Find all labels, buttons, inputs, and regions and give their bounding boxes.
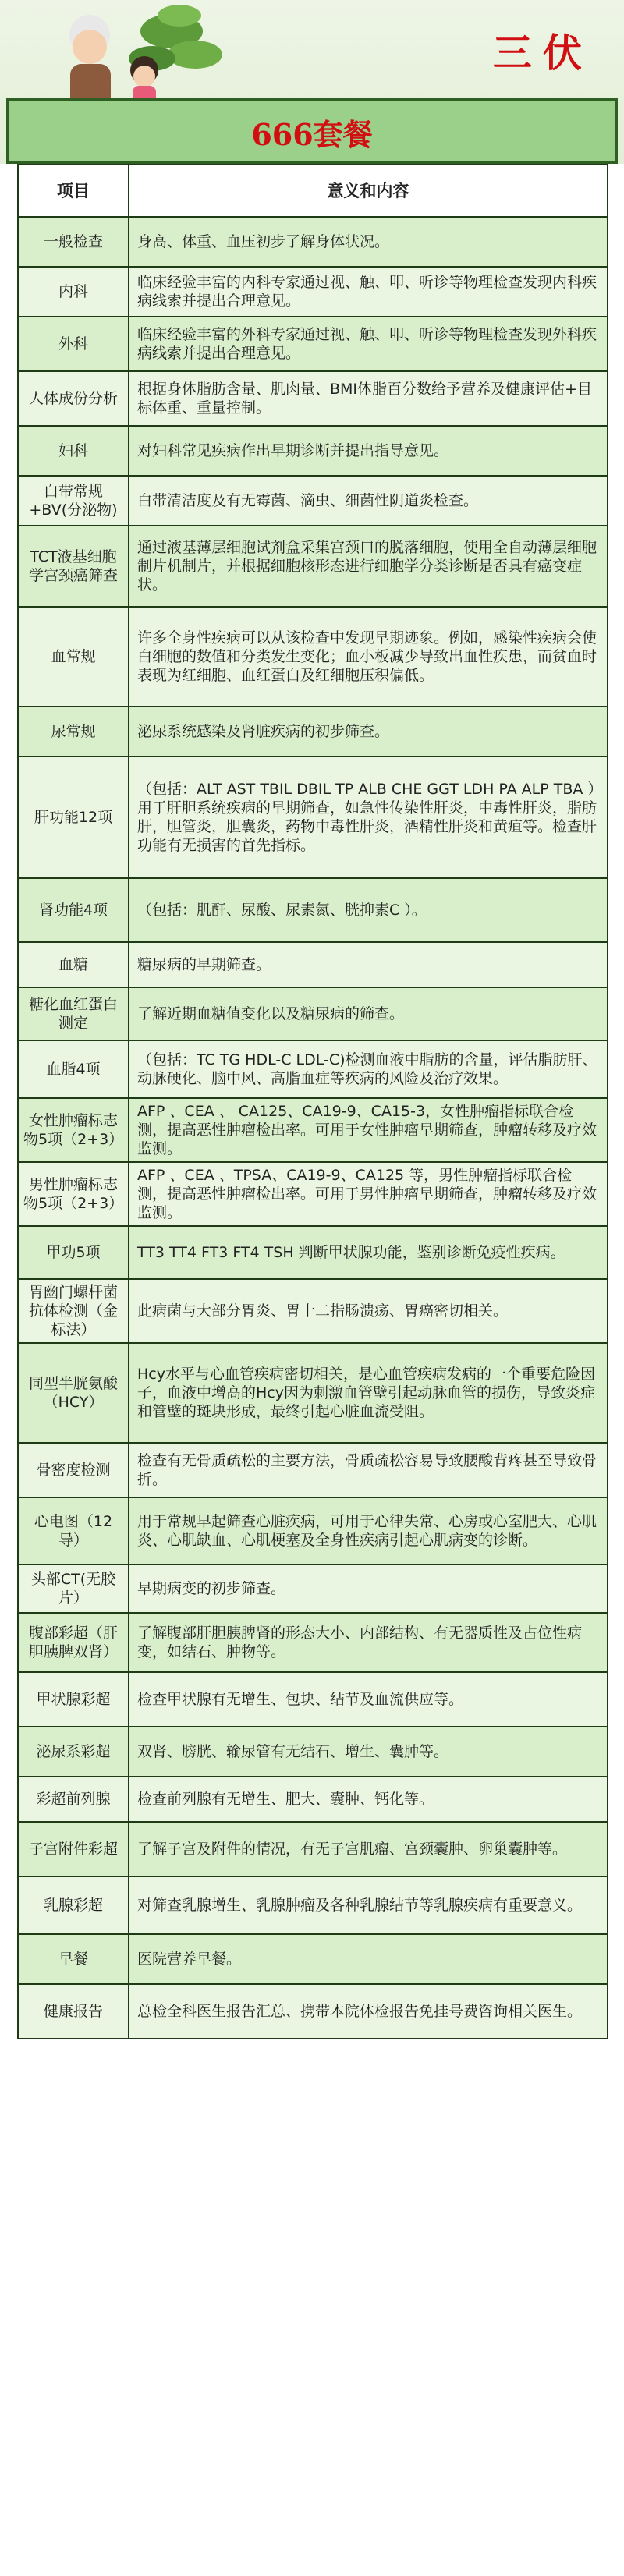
table-row (19, 268, 607, 317)
exam-item-name: 糖化血红蛋白测定 (19, 988, 129, 1040)
exam-item-name: 一般检查 (19, 218, 129, 266)
exam-item-name: 乳腺彩超 (19, 1877, 129, 1933)
exam-item-description: 对妇科常见疾病作出早期诊断并提出指导意见。 (137, 442, 449, 459)
table-row (19, 608, 607, 707)
exam-item-name: 男性肿瘤标志物5项（2+3） (19, 1163, 129, 1225)
table-row (19, 218, 607, 268)
exam-item-name: 骨密度检测 (19, 1444, 129, 1497)
table-row (19, 1985, 607, 2038)
exam-item-name: 血脂4项 (19, 1041, 129, 1097)
exam-item-name: 早餐 (19, 1935, 129, 1983)
exam-item-name: 女性肿瘤标志物5项（2+3） (19, 1099, 129, 1161)
table-row (19, 988, 607, 1041)
table-row (19, 1099, 607, 1163)
exam-item-name: 尿常规 (19, 707, 129, 756)
table-row (19, 943, 607, 988)
exam-item-description: 早期病变的初步筛查。 (137, 1580, 286, 1597)
exam-item-description: 临床经验丰富的外科专家通过视、触、叩、听诊等物理检查发现外科疾病线索并提出合理意见。 (137, 326, 597, 362)
table-row (19, 1227, 607, 1280)
exam-item-name: 泌尿系彩超 (19, 1727, 129, 1776)
exam-item-name: 妇科 (19, 427, 129, 475)
exam-item-description: 身高、体重、血压初步了解身体状况。 (137, 233, 390, 250)
season-title: 三伏 (493, 30, 593, 76)
exam-item-name: 腹部彩超（肝胆胰脾双肾） (19, 1614, 129, 1671)
exam-item-description: 检查有无骨质疏松的主要方法，骨质疏松容易导致腰酸背疼甚至导致骨折。 (137, 1452, 597, 1488)
exam-item-description: AFP 、CEA 、 CA125、CA19-9、CA15-3，女性肿瘤指标联合检测，提高恶性肿瘤检出率。可用于女性肿瘤早期筛查，肿瘤转移及疗效监测。 (137, 1103, 597, 1157)
table-row (19, 1498, 607, 1565)
table-row (19, 1614, 607, 1673)
exam-item-description: 了解腹部肝胆胰脾肾的形态大小、内部结构、有无器质性及占位性病变，如结石、肿物等。 (137, 1625, 583, 1660)
header (0, 0, 624, 164)
exam-item-name: 同型半胱氨酸（HCY） (19, 1344, 129, 1442)
exam-item-name: 甲状腺彩超 (19, 1673, 129, 1726)
exam-item-name: 彩超前列腺 (19, 1777, 129, 1821)
exam-item-name: 内科 (19, 268, 129, 316)
exam-item-description: 临床经验丰富的内科专家通过视、触、叩、听诊等物理检查发现内科疾病线索并提出合理意见。 (137, 274, 597, 310)
exam-item-name: 肾功能4项 (19, 879, 129, 941)
table-row (19, 1823, 607, 1877)
column-header-item: 项目 (19, 165, 129, 216)
exam-item-description: 许多全身性疾病可以从该检查中发现早期迹象。例如，感染性疾病会使白细胞的数值和分类发生变化；血小板减少导致出血性疾患，而贫血时表现为红细胞、血红蛋白及红细胞压积偏低。 (137, 629, 597, 684)
exam-item-name: 外科 (19, 317, 129, 370)
table-row (19, 879, 607, 943)
exam-item-name: 血糖 (19, 943, 129, 987)
exam-item-description: 了解近期血糖值变化以及糖尿病的筛查。 (137, 1005, 405, 1022)
table-row (19, 1935, 607, 1985)
exam-item-description: 用于常规早起筛查心脏疾病，可用于心律失常、心房或心室肥大、心肌炎、心肌缺血、心肌梗塞及全身性疾病引起心肌病变的诊断。 (137, 1513, 597, 1549)
exam-item-description: 根据身体脂肪含量、肌肉量、BMI体脂百分数给予营养及健康评估+目标体重、重量控制。 (137, 381, 592, 416)
table-row (19, 707, 607, 757)
exam-item-description: （包括：TC TG HDL-C LDL-C)检测血液中脂肪的含量，评估脂肪肝、动脉硬化、脑中风、高脂血症等疾病的风险及治疗效果。 (137, 1051, 597, 1087)
exam-item-name: 肝功能12项 (19, 757, 129, 877)
table-row (19, 317, 607, 372)
exam-item-description: 双肾、膀胱、输尿管有无结石、增生、囊肿等。 (137, 1743, 449, 1760)
package-banner (0, 86, 624, 164)
exam-item-name: 人体成份分析 (19, 372, 129, 425)
exam-item-description: Hcy水平与心血管疾病密切相关，是心血管疾病发病的一个重要危险因子，血液中增高的Hcy因为刺激血管壁引起动脉血管的损伤，导致炎症和管壁的斑块形成，最终引起心脏血流受阻。 (137, 1366, 595, 1420)
exam-item-name: 子宫附件彩超 (19, 1823, 129, 1876)
exam-item-name: 头部CT(无胶片） (19, 1565, 129, 1612)
exam-item-name: 胃幽门螺杆菌抗体检测（金标法） (19, 1280, 129, 1342)
exam-item-description: （包括：肌酐、尿酸、尿素氮、胱抑素C ）。 (137, 902, 427, 919)
table-row (19, 1673, 607, 1727)
exam-item-name: TCT液基细胞学宫颈癌筛查 (19, 526, 129, 606)
exam-item-description: 泌尿系统感染及肾脏疾病的初步筛查。 (137, 723, 390, 740)
table-row (19, 427, 607, 477)
table-row (19, 1877, 607, 1935)
exam-item-name: 健康报告 (19, 1985, 129, 2038)
table-row (19, 372, 607, 427)
exam-item-description: 白带清洁度及有无霉菌、滴虫、细菌性阴道炎检查。 (137, 492, 479, 509)
exam-item-description: 了解子宫及附件的情况，有无子宫肌瘤、宫颈囊肿、卵巢囊肿等。 (137, 1841, 568, 1858)
table-row (19, 757, 607, 879)
exam-item-description: （包括：ALT AST TBIL DBIL TP ALB CHE GGT LDH PA ALP TBA ）用于肝胆系统疾病的早期筛查，如急性传染性肝炎，中毒性肝炎，脂肪肝，胆管炎，胆囊炎，药物中毒性肝炎，酒精性肝炎和黄疸等。检查肝功能有无损害的首先指标。 (137, 781, 597, 854)
exam-item-description: 总检全科医生报告汇总、携带本院体检报告免挂号费咨询相关医生。 (137, 2003, 583, 2020)
table-row (19, 1565, 607, 1614)
table-row (19, 1727, 607, 1777)
exam-item-description: 检查前列腺有无增生、肥大、囊肿、钙化等。 (137, 1791, 434, 1808)
exam-item-description: 糖尿病的早期筛查。 (137, 956, 271, 973)
package-title: 666套餐 (251, 117, 373, 152)
table-row (19, 526, 607, 608)
table-header-row (19, 165, 607, 218)
exam-item-name: 血常规 (19, 608, 129, 706)
exam-table (17, 164, 608, 2039)
exam-item-description: 对筛查乳腺增生、乳腺肿瘤及各种乳腺结节等乳腺疾病有重要意义。 (137, 1897, 583, 1914)
table-row (19, 477, 607, 526)
exam-item-description: 检查甲状腺有无增生、包块、结节及血流供应等。 (137, 1691, 464, 1708)
table-row (19, 1777, 607, 1823)
table-row (19, 1344, 607, 1444)
exam-item-name: 白带常规+BV(分泌物) (19, 477, 129, 525)
table-row (19, 1163, 607, 1227)
table-row (19, 1280, 607, 1344)
table-row (19, 1041, 607, 1099)
column-header-desc: 意义和内容 (327, 181, 410, 200)
exam-item-description: 此病菌与大部分胃炎、胃十二指肠溃疡、胃癌密切相关。 (137, 1302, 509, 1320)
exam-item-description: 医院营养早餐。 (137, 1951, 242, 1968)
table-row (19, 1444, 607, 1498)
exam-item-name: 心电图（12导） (19, 1498, 129, 1564)
exam-item-name: 甲功5项 (19, 1227, 129, 1278)
exam-item-description: 通过液基薄层细胞试剂盒采集宫颈口的脱落细胞，使用全自动薄层细胞制片机制片，并根据细胞核形态进行细胞学分类诊断是否具有癌变症状。 (137, 539, 597, 594)
exam-item-description: AFP 、CEA 、TPSA、CA19-9、CA125 等，男性肿瘤指标联合检测，提高恶性肿瘤检出率。可用于男性肿瘤早期筛查，肿瘤转移及疗效监测。 (137, 1167, 597, 1221)
exam-item-description: TT3 TT4 FT3 FT4 TSH 判断甲状腺功能，鉴别诊断免疫性疾病。 (137, 1244, 566, 1261)
